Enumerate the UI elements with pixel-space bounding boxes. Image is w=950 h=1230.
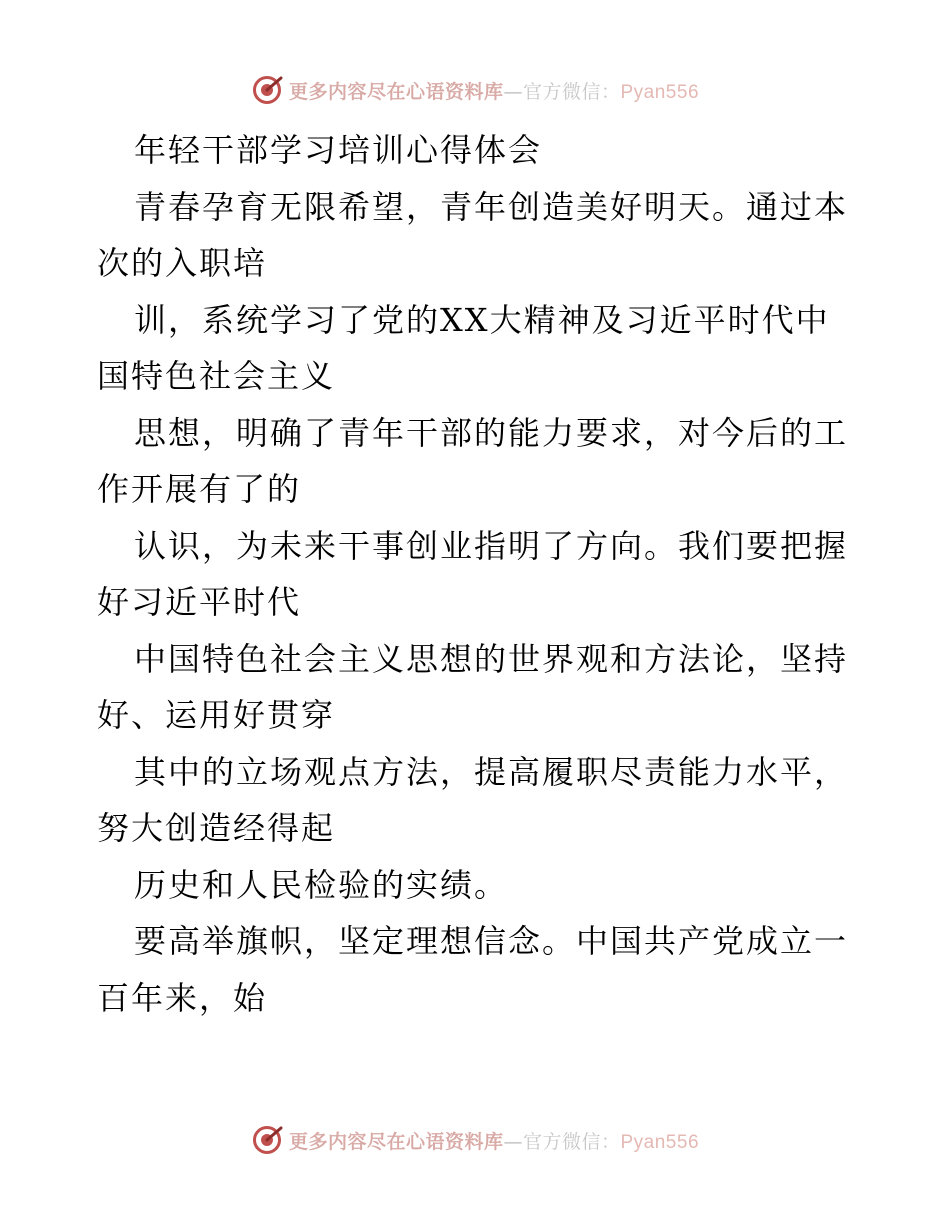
brand-logo-icon [251,74,283,106]
document-body [97,122,857,1026]
text-line: 思想，明确了青年干部的能力要求，对今后的工 [134,413,849,452]
watermark-contact-id: Pyan556 [620,81,700,103]
text-line: 历史和人民检验的实绩。 [134,865,509,904]
text-line: 要高举旗帜，坚定理想信念。中国共产党成立一 [134,922,849,960]
text-line: 训，系统学习了党的XX大精神及习近平时代中 [134,300,830,339]
text-line: 努大创造经得起 [97,809,336,847]
text-line: 其中的立场观点方法，提高履职尽责能力水平， [134,752,849,791]
watermark-brand: 更多内容尽在心语资料库 [288,80,504,103]
watermark-dash: — [503,80,523,103]
header-watermark [0,70,950,110]
watermark-text [289,1127,699,1154]
watermark-dash: — [503,1130,523,1153]
watermark-brand: 更多内容尽在心语资料库 [288,1130,504,1153]
footer-watermark [0,1120,950,1160]
watermark-contact-id: Pyan556 [620,1131,700,1153]
text-line: 青春孕育无限希望，青年创造美好明天。通过本 [134,187,849,226]
watermark-contact-label: 官方微信： [522,1130,621,1153]
text-line: 次的入职培 [97,244,268,282]
text-line: 认识，为未来干事创业指明了方向。我们要把握 [134,526,849,565]
watermark-contact-label: 官方微信： [522,80,621,103]
brand-logo-icon [251,1124,283,1156]
watermark-text [289,77,699,104]
text-line: 百年来，始 [97,978,268,1017]
text-line: 作开展有了的 [97,470,302,508]
document-title: 年轻干部学习培训心得体会 [134,131,543,169]
text-line: 中国特色社会主义思想的世界观和方法论，坚持 [134,639,849,678]
text-line: 好习近平时代 [97,583,302,621]
text-line: 国特色社会主义 [97,357,336,395]
text-line: 好、运用好贯穿 [97,696,336,734]
